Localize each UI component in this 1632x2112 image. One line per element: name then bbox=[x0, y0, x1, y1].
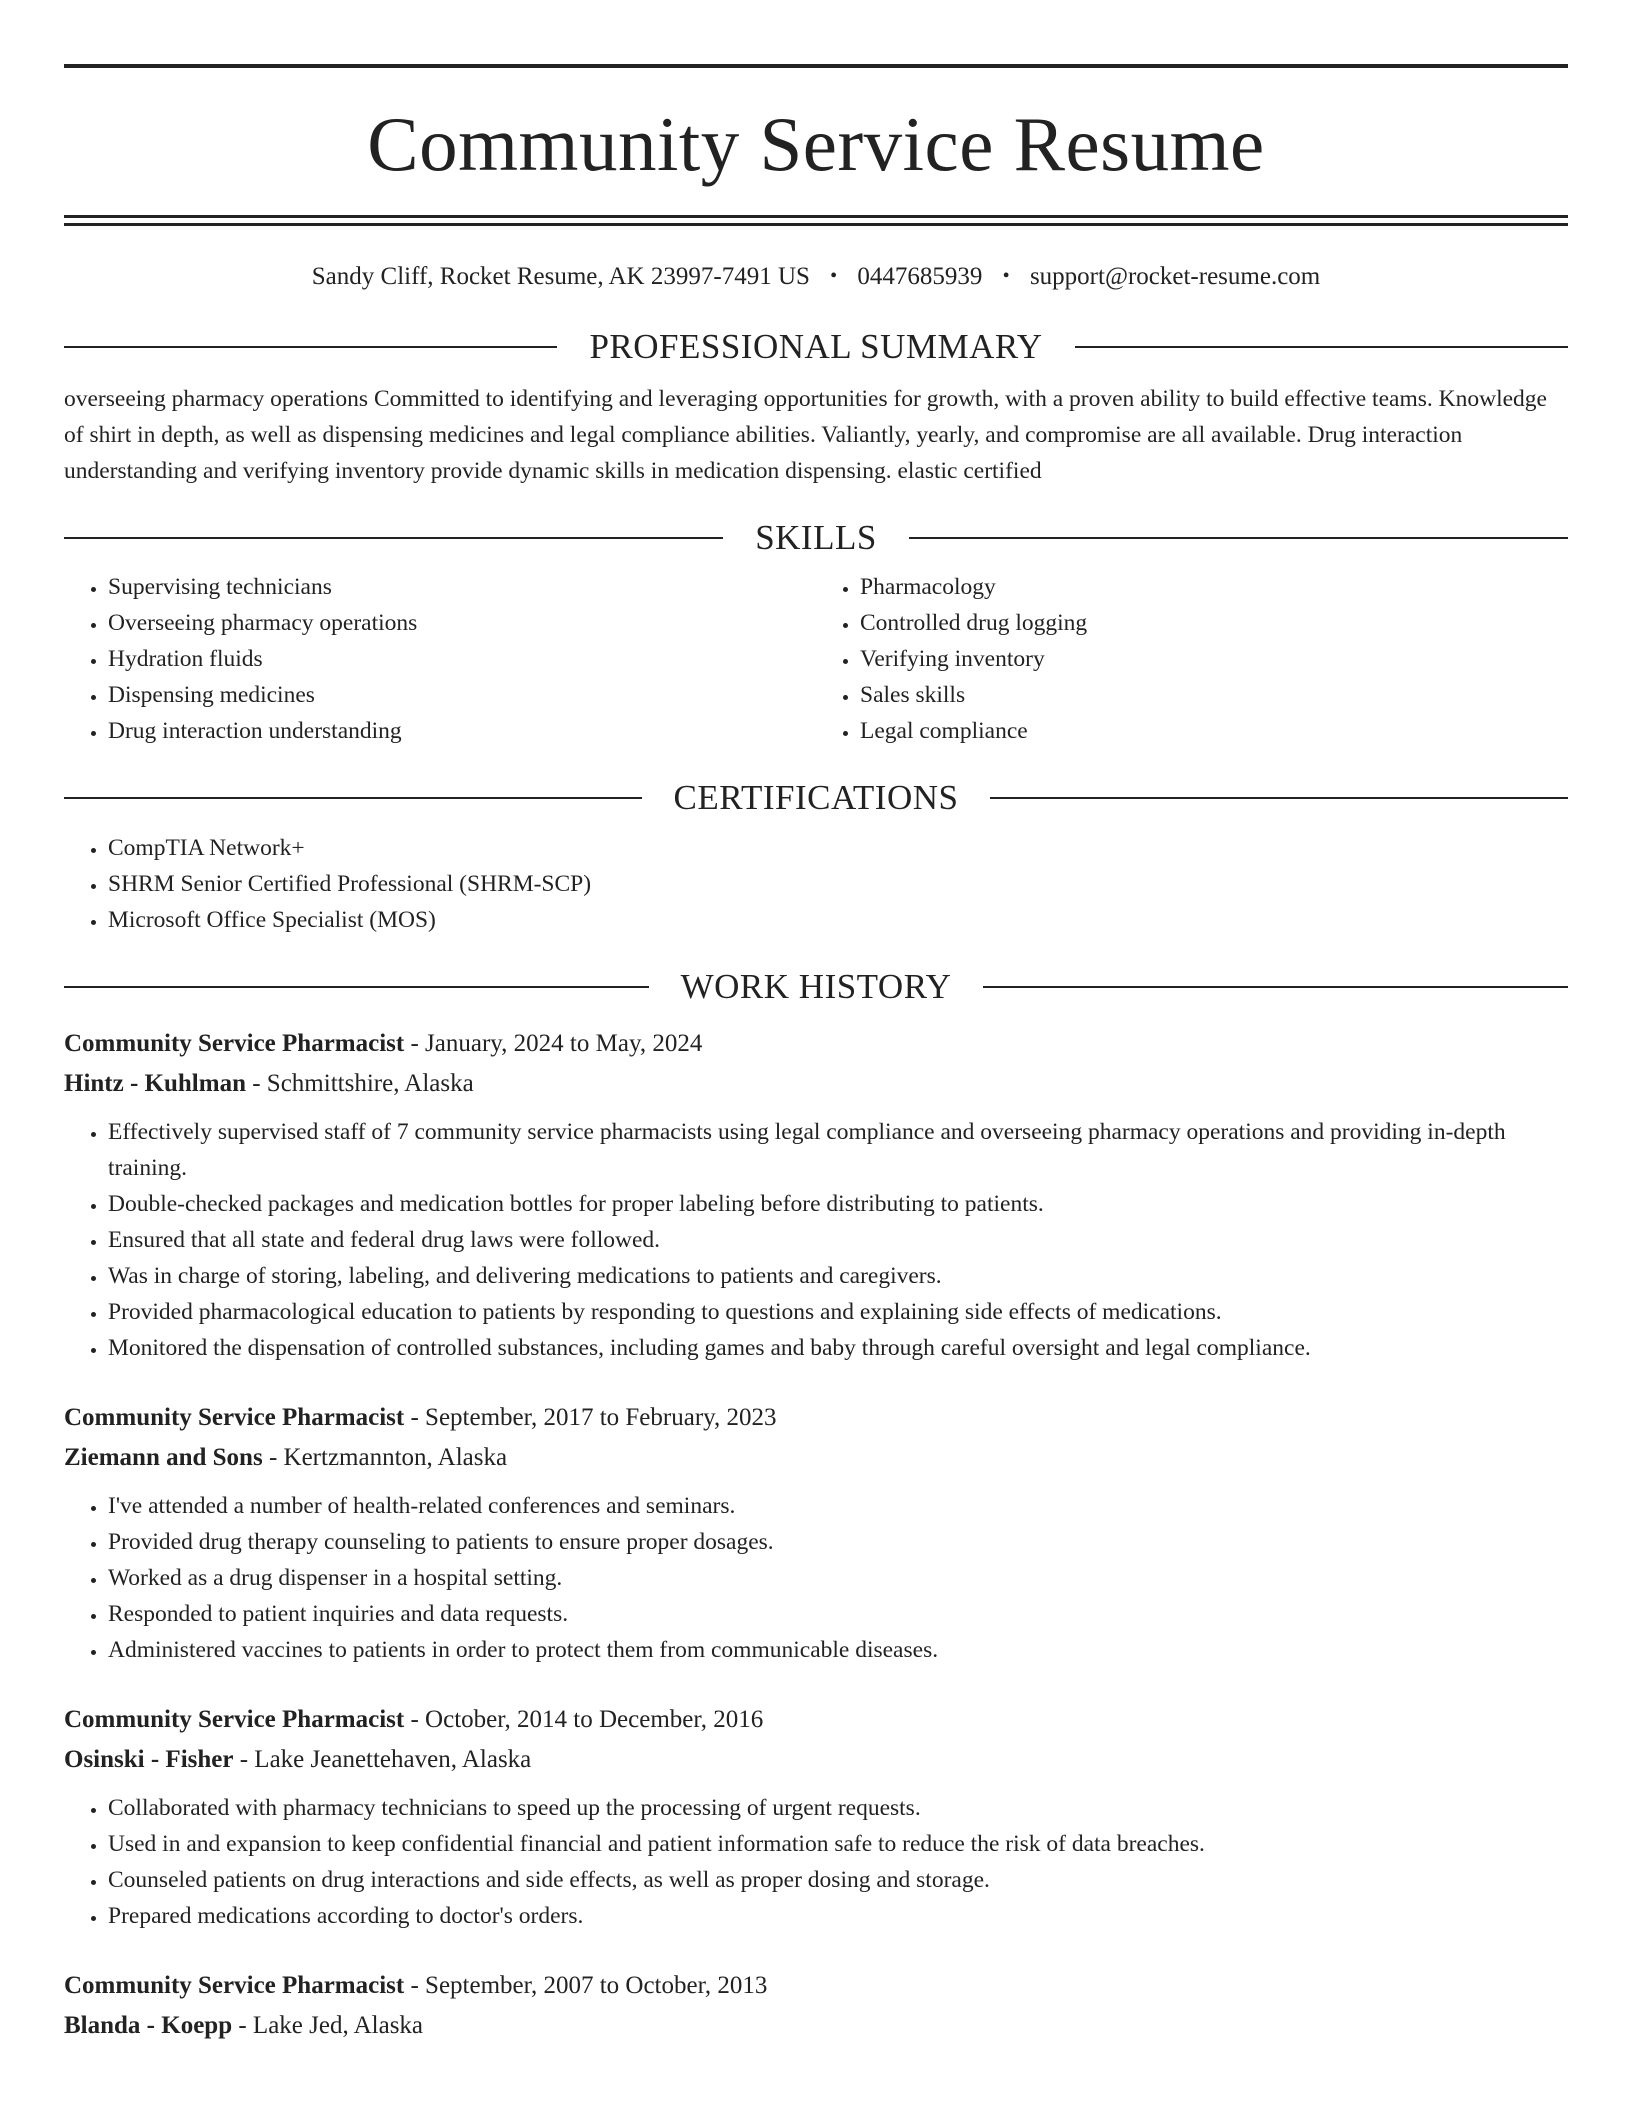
job-location: - Kertzmannton, Alaska bbox=[262, 1444, 508, 1471]
job-bullets bbox=[64, 1488, 1568, 1668]
job-bullet: • Ensured that all state and federal drug laws were followed. bbox=[108, 1222, 1568, 1258]
job-bullet: • Used in and expansion to keep confidential financial and patient information safe to reduce the risk of data breaches. bbox=[108, 1826, 1568, 1862]
job-company-line bbox=[64, 1064, 1568, 1104]
job-bullet: • Counseled patients on drug interactions and side effects, as well as proper dosing and storage. bbox=[108, 1862, 1568, 1898]
job-bullets bbox=[64, 1790, 1568, 1934]
skill-item: • Sales skills bbox=[860, 677, 1568, 713]
job-bullets bbox=[64, 1114, 1568, 1366]
job-location: - Schmittshire, Alaska bbox=[245, 1070, 474, 1097]
job-bullet: • Responded to patient inquiries and data requests. bbox=[108, 1596, 1568, 1632]
job-dates: - September, 2017 to February, 2023 bbox=[404, 1404, 777, 1431]
job-bullet: • Prepared medications according to doctor's orders. bbox=[108, 1898, 1568, 1934]
job-bullet: • Monitored the dispensation of controlled substances, including games and baby through careful oversight and legal compliance. bbox=[108, 1330, 1568, 1366]
skills-columns bbox=[64, 569, 1568, 749]
heading-rule bbox=[909, 537, 1568, 539]
contact-separator: • bbox=[1002, 265, 1010, 287]
skills-heading bbox=[64, 519, 1568, 558]
job-title-line bbox=[64, 1024, 1568, 1064]
contact-email: support@rocket-resume.com bbox=[1029, 263, 1321, 290]
job-bullet: • Worked as a drug dispenser in a hospital setting. bbox=[108, 1560, 1568, 1596]
heading-rule bbox=[64, 986, 649, 988]
job-entry bbox=[64, 1700, 1568, 1934]
job-dates: - January, 2024 to May, 2024 bbox=[404, 1030, 703, 1057]
job-company: Ziemann and Sons bbox=[64, 1444, 263, 1471]
job-company: Blanda - Koepp bbox=[64, 2012, 233, 2039]
work-heading bbox=[64, 968, 1568, 1007]
title-double-rule bbox=[64, 215, 1568, 226]
job-company-line bbox=[64, 2006, 1568, 2046]
heading-rule bbox=[990, 797, 1568, 799]
job-bullet: • Provided pharmacological education to patients by responding to questions and explaining side effects of medications. bbox=[108, 1294, 1568, 1330]
contact-address: Sandy Cliff, Rocket Resume, AK 23997-7491 US bbox=[311, 263, 810, 290]
job-company: Hintz - Kuhlman bbox=[64, 1070, 246, 1097]
skill-item: • Verifying inventory bbox=[860, 641, 1568, 677]
heading-rule bbox=[64, 797, 642, 799]
certification-item: • CompTIA Network+ bbox=[108, 830, 1568, 866]
skill-item: • Pharmacology bbox=[860, 569, 1568, 605]
job-company: Osinski - Fisher bbox=[64, 1746, 234, 1773]
job-location: - Lake Jed, Alaska bbox=[232, 2012, 424, 2039]
skill-item: • Controlled drug logging bbox=[860, 605, 1568, 641]
job-title: Community Service Pharmacist bbox=[64, 1972, 405, 1999]
job-dates: - September, 2007 to October, 2013 bbox=[404, 1972, 768, 1999]
job-entry bbox=[64, 1024, 1568, 1366]
certifications-heading bbox=[64, 779, 1568, 818]
job-title: Community Service Pharmacist bbox=[64, 1030, 405, 1057]
skill-item: • Dispensing medicines bbox=[108, 677, 816, 713]
job-bullet: • Effectively supervised staff of 7 community service pharmacists using legal compliance and overseeing pharmacy operations and providing in-depth training. bbox=[108, 1114, 1568, 1186]
skills-list-left bbox=[64, 569, 816, 749]
job-title-line bbox=[64, 1700, 1568, 1740]
contact-line bbox=[64, 262, 1568, 292]
certifications-list bbox=[64, 830, 1568, 938]
resume-title: Community Service Resume bbox=[367, 101, 1265, 187]
job-title-line bbox=[64, 1966, 1568, 2006]
skill-item: • Overseeing pharmacy operations bbox=[108, 605, 816, 641]
job-dates: - October, 2014 to December, 2016 bbox=[404, 1706, 764, 1733]
skills-heading-label: SKILLS bbox=[755, 517, 877, 557]
certifications-heading-label: CERTIFICATIONS bbox=[673, 778, 959, 817]
skill-item: • Supervising technicians bbox=[108, 569, 816, 605]
job-bullet: • Was in charge of storing, labeling, and delivering medications to patients and caregivers. bbox=[108, 1258, 1568, 1294]
skill-item: • Hydration fluids bbox=[108, 641, 816, 677]
job-bullet: • Collaborated with pharmacy technicians to speed up the processing of urgent requests. bbox=[108, 1790, 1568, 1826]
job-bullet: • I've attended a number of health-related conferences and seminars. bbox=[108, 1488, 1568, 1524]
heading-rule bbox=[983, 986, 1568, 988]
job-bullet: • Provided drug therapy counseling to patients to ensure proper dosages. bbox=[108, 1524, 1568, 1560]
job-bullet: • Double-checked packages and medication bottles for proper labeling before distributing to patients. bbox=[108, 1186, 1568, 1222]
work-heading-label: WORK HISTORY bbox=[680, 966, 952, 1006]
summary-heading-label: PROFESSIONAL SUMMARY bbox=[589, 327, 1043, 366]
skill-item: • Drug interaction understanding bbox=[108, 713, 816, 749]
certification-item: • SHRM Senior Certified Professional (SHRM-SCP) bbox=[108, 866, 1568, 902]
heading-rule bbox=[64, 346, 557, 348]
job-company-line bbox=[64, 1740, 1568, 1780]
contact-phone: 0447685939 bbox=[857, 263, 983, 290]
job-bullet: • Administered vaccines to patients in order to protect them from communicable diseases. bbox=[108, 1632, 1568, 1668]
job-title: Community Service Pharmacist bbox=[64, 1404, 405, 1431]
heading-rule bbox=[1075, 346, 1568, 348]
work-history bbox=[64, 1024, 1568, 2046]
summary-heading bbox=[64, 328, 1568, 367]
heading-rule bbox=[64, 537, 723, 539]
job-entry bbox=[64, 1966, 1568, 2046]
job-title: Community Service Pharmacist bbox=[64, 1706, 405, 1733]
job-entry bbox=[64, 1398, 1568, 1668]
job-location: - Lake Jeanettehaven, Alaska bbox=[233, 1746, 532, 1773]
job-company-line bbox=[64, 1438, 1568, 1478]
summary-text: overseeing pharmacy operations Committed to identifying and leveraging opportunities for growth, with a proven ability to build effective teams. Knowledge of shirt in depth, as well as dispensing medicines and legal compliance abilities. Valiantly, yearly, and compromise are all available. Drug interaction understanding and verifying inventory provide dynamic skills in medication dispensing. elastic certified bbox=[64, 385, 1547, 484]
certification-item: • Microsoft Office Specialist (MOS) bbox=[108, 902, 1568, 938]
top-rule bbox=[64, 64, 1568, 68]
job-title-line bbox=[64, 1398, 1568, 1438]
contact-separator: • bbox=[830, 265, 838, 287]
skills-list-right bbox=[816, 569, 1568, 749]
skill-item: • Legal compliance bbox=[860, 713, 1568, 749]
